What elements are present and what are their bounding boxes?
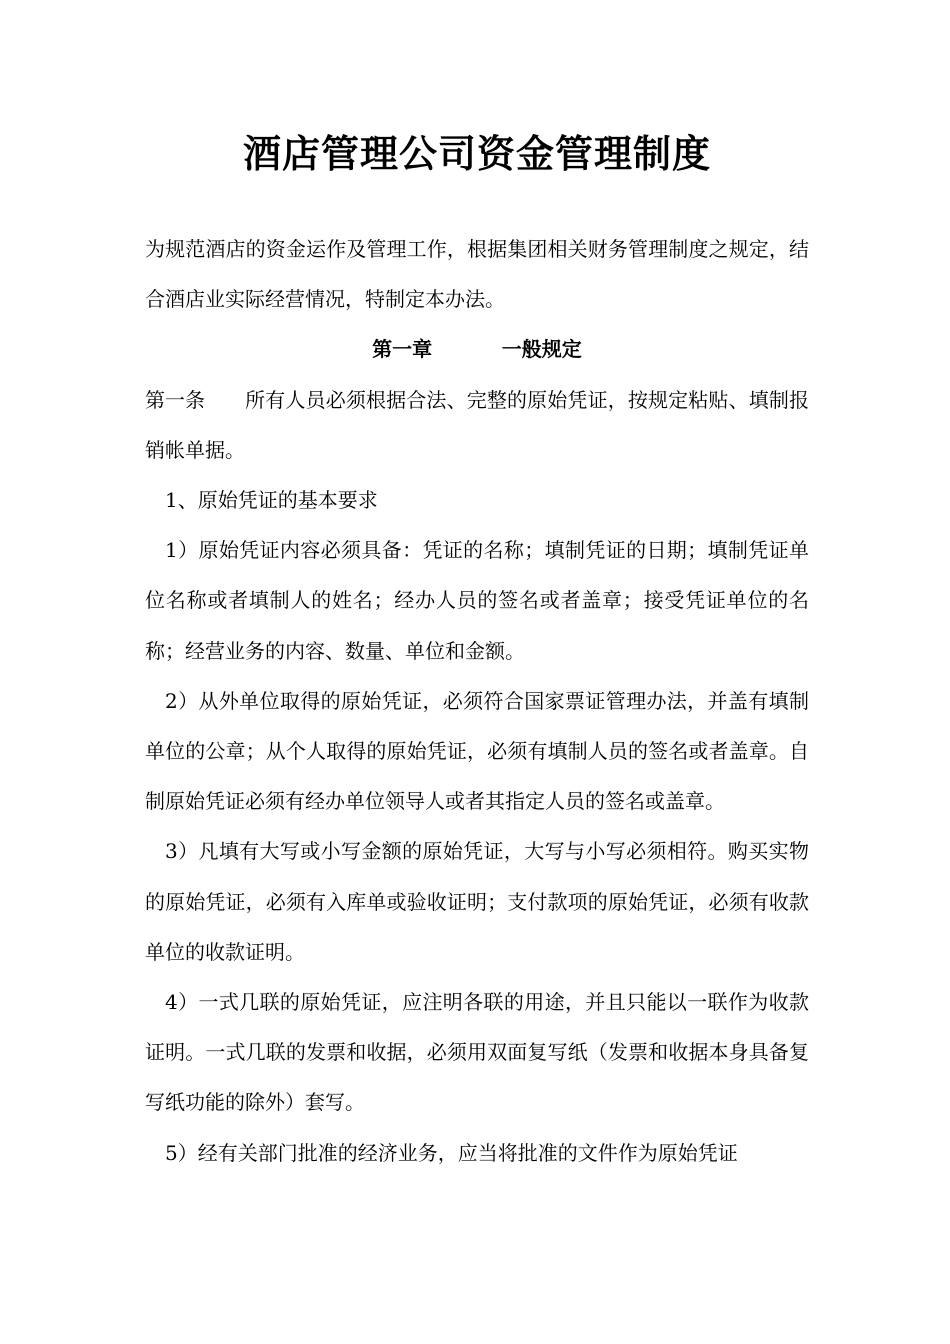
intro-paragraph: 为规范酒店的资金运作及管理工作，根据集团相关财务管理制度之规定，结合酒店业实际经营情况，特制定本办法。 (145, 237, 809, 312)
article-text: 所有人员必须根据合法、完整的原始凭证，按规定粘贴、填制报销帐单据。 (145, 387, 809, 462)
article-number: 第一条 (145, 387, 205, 412)
sub-item-2: 2）从外单位取得的原始凭证，必须符合国家票证管理办法，并盖有填制单位的公章；从个人取得的原始凭证，必须有填制人员的签名或者盖章。自制原始凭证必须有经办单位领导人或者其指定人员的签名或盖章。 (145, 688, 809, 814)
article-1-paragraph (145, 375, 809, 475)
chapter-heading: 第一章 一般规定 (372, 337, 582, 362)
sub-item-5: 5）经有关部门批准的经济业务，应当将批准的文件作为原始凭证 (165, 1140, 738, 1165)
item-1-heading: 1、原始凭证的基本要求 (165, 488, 378, 513)
document-title: 酒店管理公司资金管理制度 (242, 131, 711, 176)
sub-item-1: 1）原始凭证内容必须具备：凭证的名称；填制凭证的日期；填制凭证单位名称或者填制人的姓名；经办人员的签名或者盖章；接受凭证单位的名称；经营业务的内容、数量、单位和金额。 (145, 538, 809, 663)
document-body (145, 224, 809, 1178)
sub-item-4: 4）一式几联的原始凭证，应注明各联的用途，并且只能以一联作为收款证明。一式几联的发票和收据，必须用双面复写纸（发票和收据本身具备复写纸功能的除外）套写。 (145, 990, 809, 1115)
sub-item-3: 3）凡填有大写或小写金额的原始凭证，大写与小写必须相符。购买实物的原始凭证，必须有入库单或验收证明；支付款项的原始凭证，必须有收款单位的收款证明。 (145, 839, 809, 964)
